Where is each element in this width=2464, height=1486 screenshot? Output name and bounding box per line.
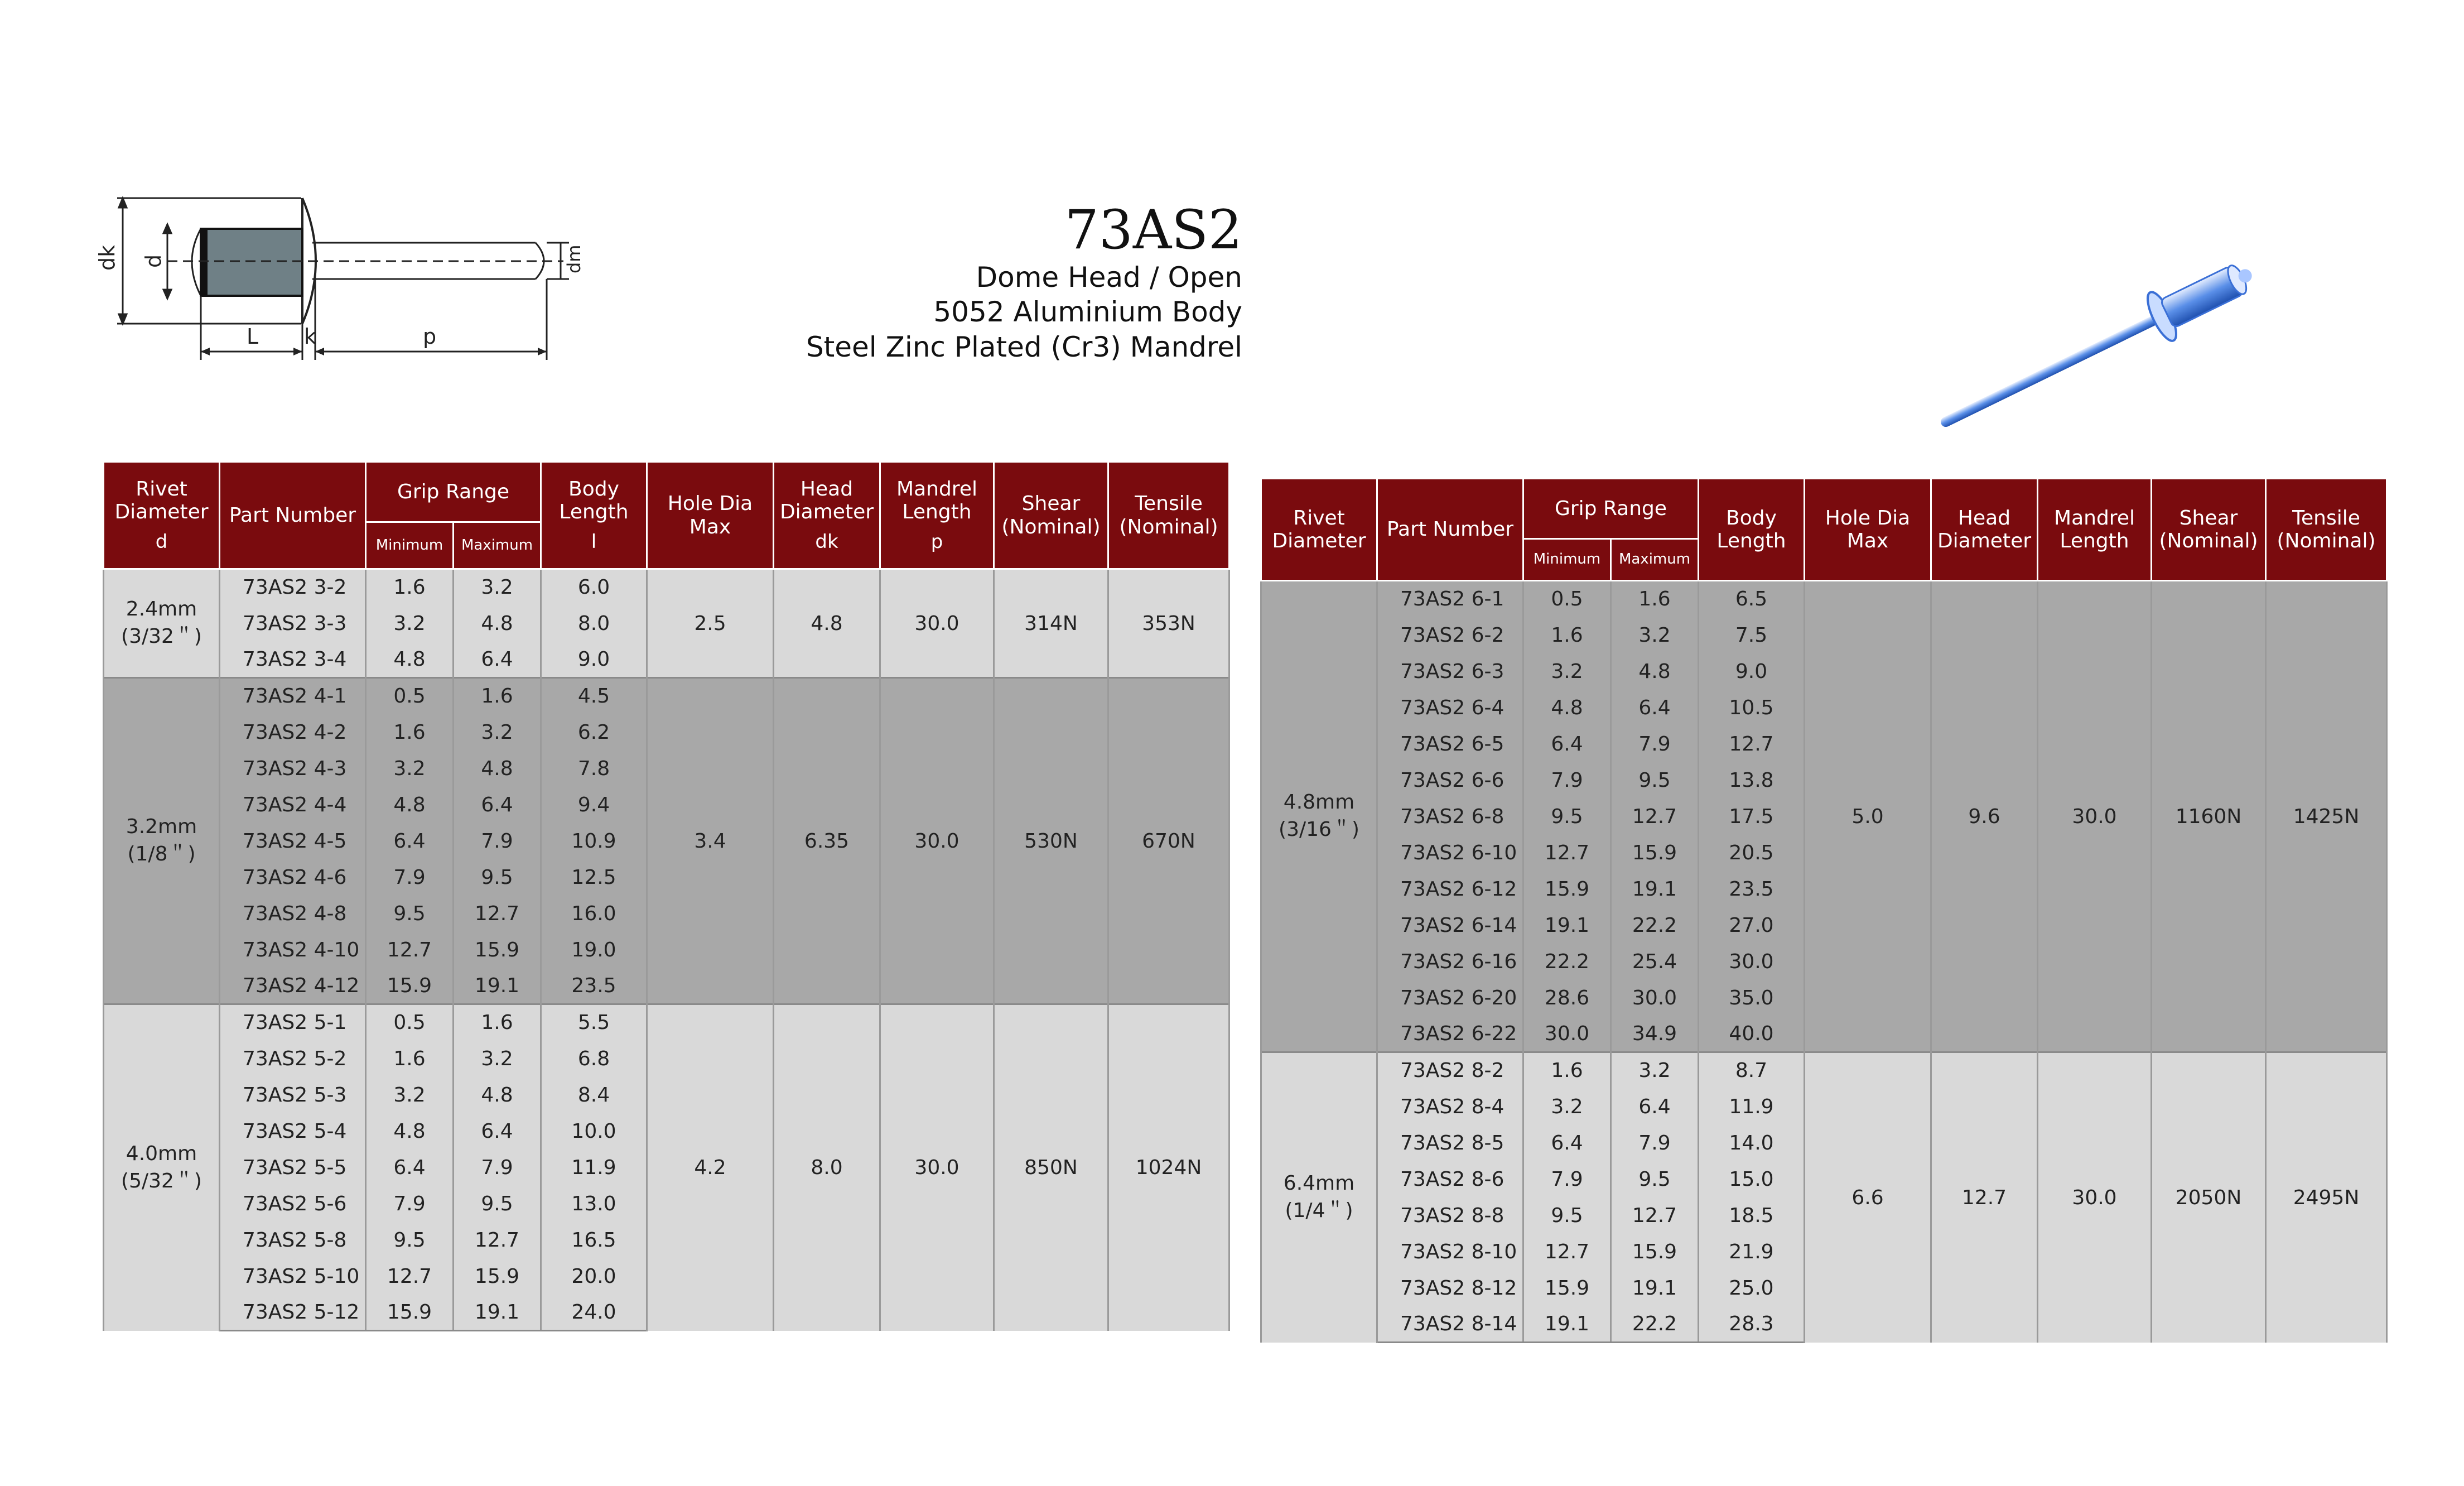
grip-min-cell: 0.5: [366, 1004, 454, 1041]
header-body-length: Body Length l: [541, 462, 647, 569]
header-head-diameter: Head Diameter: [1931, 479, 2038, 581]
grip-max-cell: 9.5: [1611, 762, 1699, 799]
rivet-diameter-mm: 4.0mm: [126, 1142, 197, 1165]
part-number-cell: 73AS2 4-10: [220, 932, 366, 968]
part-number-cell: 73AS2 4-1: [220, 678, 366, 714]
shear-cell: 850N: [994, 1004, 1108, 1331]
grip-min-cell: 12.7: [366, 932, 454, 968]
tensile-cell: 2495N: [2266, 1052, 2387, 1343]
grip-min-cell: 7.9: [366, 859, 454, 896]
header-grip-range: Grip Range: [366, 462, 541, 522]
body-length-cell: 4.5: [541, 678, 647, 714]
part-number-cell: 73AS2 8-2: [1377, 1052, 1523, 1089]
header-mandrel-length: Mandrel Length: [2038, 479, 2152, 581]
header-tensile: Tensile (Nominal): [2266, 479, 2387, 581]
grip-max-cell: 6.4: [454, 787, 541, 823]
grip-max-cell: 4.8: [454, 605, 541, 642]
part-number-cell: 73AS2 5-6: [220, 1186, 366, 1222]
grip-min-cell: 3.2: [366, 1077, 454, 1113]
rivet-diameter-cell: [1261, 581, 1377, 1052]
body-length-cell: 24.0: [541, 1295, 647, 1331]
grip-max-cell: 19.1: [454, 968, 541, 1004]
shear-cell: 314N: [994, 569, 1108, 678]
body-length-cell: 9.4: [541, 787, 647, 823]
grip-min-cell: 3.2: [1523, 1089, 1611, 1125]
header-tensile: Tensile (Nominal): [1108, 462, 1229, 569]
header-grip-max: Maximum: [454, 522, 541, 569]
grip-max-cell: 15.9: [1611, 1234, 1699, 1270]
grip-min-cell: 15.9: [1523, 871, 1611, 907]
grip-max-cell: 3.2: [1611, 617, 1699, 653]
body-length-cell: 10.5: [1699, 690, 1805, 726]
part-number-cell: 73AS2 8-12: [1377, 1270, 1523, 1306]
grip-max-cell: 7.9: [1611, 1125, 1699, 1161]
part-number-cell: 73AS2 5-8: [220, 1222, 366, 1258]
table-row: [1261, 581, 2387, 617]
rivet-diameter-inch: (1/8＂): [127, 843, 196, 865]
hole-dia-cell: 3.4: [647, 678, 774, 1004]
rivet-product-image: [1919, 234, 2309, 446]
grip-min-cell: 4.8: [366, 1113, 454, 1150]
body-length-cell: 10.9: [541, 823, 647, 859]
part-number-cell: 73AS2 6-12: [1377, 871, 1523, 907]
body-length-cell: 28.3: [1699, 1306, 1805, 1343]
body-length-cell: 5.5: [541, 1004, 647, 1041]
grip-max-cell: 15.9: [454, 932, 541, 968]
header-grip-range: Grip Range: [1523, 479, 1699, 539]
grip-max-cell: 19.1: [1611, 871, 1699, 907]
part-number-cell: 73AS2 4-6: [220, 859, 366, 896]
rivet-diameter-cell: [104, 678, 220, 1004]
label-l: L: [247, 324, 259, 349]
table-row: [104, 1004, 1229, 1041]
rivet-diameter-mm: 2.4mm: [126, 598, 197, 621]
rivet-diameter-mm: 4.8mm: [1283, 791, 1355, 814]
body-length-cell: 6.5: [1699, 581, 1805, 617]
body-length-cell: 20.0: [541, 1258, 647, 1295]
rivet-dimension-diagram: [89, 190, 591, 374]
body-length-cell: 12.5: [541, 859, 647, 896]
body-length-cell: 20.5: [1699, 835, 1805, 871]
grip-max-cell: 1.6: [454, 1004, 541, 1041]
body-length-cell: 35.0: [1699, 980, 1805, 1016]
product-code: 73AS2: [1064, 199, 1242, 261]
part-number-cell: 73AS2 8-6: [1377, 1161, 1523, 1198]
grip-max-cell: 9.5: [454, 859, 541, 896]
header-shear: Shear (Nominal): [2152, 479, 2266, 581]
part-number-cell: 73AS2 3-3: [220, 605, 366, 642]
grip-min-cell: 22.2: [1523, 944, 1611, 980]
grip-max-cell: 19.1: [454, 1295, 541, 1331]
part-number-cell: 73AS2 5-12: [220, 1295, 366, 1331]
grip-max-cell: 3.2: [454, 569, 541, 605]
head-diameter-cell: 4.8: [774, 569, 880, 678]
tensile-cell: 670N: [1108, 678, 1229, 1004]
grip-min-cell: 1.6: [1523, 1052, 1611, 1089]
part-number-cell: 73AS2 8-8: [1377, 1198, 1523, 1234]
grip-min-cell: 9.5: [1523, 799, 1611, 835]
hole-dia-cell: 6.6: [1805, 1052, 1931, 1343]
grip-min-cell: 9.5: [366, 1222, 454, 1258]
grip-max-cell: 19.1: [1611, 1270, 1699, 1306]
rivet-diameter-cell: [104, 1004, 220, 1331]
body-length-cell: 16.5: [541, 1222, 647, 1258]
rivet-diameter-inch: (3/16＂): [1279, 818, 1359, 841]
part-number-cell: 73AS2 8-4: [1377, 1089, 1523, 1125]
mandrel-length-cell: 30.0: [2038, 1052, 2152, 1343]
grip-max-cell: 22.2: [1611, 907, 1699, 944]
rivet-diameter-inch: (5/32＂): [121, 1169, 202, 1192]
body-length-cell: 18.5: [1699, 1198, 1805, 1234]
rivet-diameter-cell: [1261, 1052, 1377, 1343]
body-length-cell: 12.7: [1699, 726, 1805, 762]
header-grip-min: Minimum: [1523, 539, 1611, 581]
body-length-cell: 8.7: [1699, 1052, 1805, 1089]
rivet-diameter-inch: (3/32＂): [121, 625, 202, 648]
header-hole-dia: Hole Dia Max: [647, 462, 774, 569]
rivet-diameter-mm: 6.4mm: [1283, 1172, 1355, 1195]
shear-cell: 1160N: [2152, 581, 2266, 1052]
body-length-cell: 27.0: [1699, 907, 1805, 944]
grip-max-cell: 7.9: [454, 823, 541, 859]
rivet-diameter-cell: [104, 569, 220, 678]
grip-min-cell: 4.8: [366, 787, 454, 823]
grip-min-cell: 6.4: [366, 1150, 454, 1186]
label-dm: dm: [563, 244, 585, 273]
grip-min-cell: 15.9: [366, 1295, 454, 1331]
grip-min-cell: 1.6: [366, 1041, 454, 1077]
body-length-cell: 11.9: [541, 1150, 647, 1186]
grip-max-cell: 34.9: [1611, 1016, 1699, 1052]
hole-dia-cell: 4.2: [647, 1004, 774, 1331]
grip-max-cell: 25.4: [1611, 944, 1699, 980]
grip-min-cell: 4.8: [366, 642, 454, 678]
grip-min-cell: 3.2: [366, 751, 454, 787]
part-number-cell: 73AS2 6-22: [1377, 1016, 1523, 1052]
grip-max-cell: 7.9: [454, 1150, 541, 1186]
part-number-cell: 73AS2 3-4: [220, 642, 366, 678]
grip-max-cell: 1.6: [1611, 581, 1699, 617]
header-part-number: Part Number: [1377, 479, 1523, 581]
grip-max-cell: 3.2: [1611, 1052, 1699, 1089]
grip-max-cell: 6.4: [1611, 690, 1699, 726]
body-length-cell: 6.8: [541, 1041, 647, 1077]
part-number-cell: 73AS2 5-3: [220, 1077, 366, 1113]
body-length-cell: 7.5: [1699, 617, 1805, 653]
header-rivet-diameter: Rivet Diameter: [1261, 479, 1377, 581]
grip-max-cell: 12.7: [454, 896, 541, 932]
part-number-cell: 73AS2 4-2: [220, 714, 366, 751]
table-row: [104, 678, 1229, 714]
grip-min-cell: 19.1: [1523, 907, 1611, 944]
part-number-cell: 73AS2 4-5: [220, 823, 366, 859]
header-body-length: Body Length: [1699, 479, 1805, 581]
grip-max-cell: 6.4: [454, 642, 541, 678]
grip-min-cell: 1.6: [366, 569, 454, 605]
body-length-cell: 40.0: [1699, 1016, 1805, 1052]
part-number-cell: 73AS2 8-14: [1377, 1306, 1523, 1343]
body-length-cell: 9.0: [1699, 653, 1805, 690]
body-length-cell: 11.9: [1699, 1089, 1805, 1125]
grip-max-cell: 12.7: [1611, 1198, 1699, 1234]
grip-min-cell: 1.6: [366, 714, 454, 751]
grip-min-cell: 12.7: [366, 1258, 454, 1295]
grip-min-cell: 19.1: [1523, 1306, 1611, 1343]
grip-max-cell: 22.2: [1611, 1306, 1699, 1343]
mandrel-length-cell: 30.0: [880, 1004, 994, 1331]
tensile-cell: 353N: [1108, 569, 1229, 678]
grip-min-cell: 4.8: [1523, 690, 1611, 726]
body-length-cell: 13.0: [541, 1186, 647, 1222]
header-grip-min: Minimum: [366, 522, 454, 569]
header-head-diameter: Head Diameter dk: [774, 462, 880, 569]
part-number-cell: 73AS2 5-4: [220, 1113, 366, 1150]
part-number-cell: 73AS2 5-1: [220, 1004, 366, 1041]
head-diameter-cell: 12.7: [1931, 1052, 2038, 1343]
tensile-cell: 1024N: [1108, 1004, 1229, 1331]
label-p: p: [423, 324, 437, 349]
hole-dia-cell: 5.0: [1805, 581, 1931, 1052]
tensile-cell: 1425N: [2266, 581, 2387, 1052]
mandrel-length-cell: 30.0: [880, 569, 994, 678]
grip-max-cell: 15.9: [1611, 835, 1699, 871]
table-row: [1261, 1052, 2387, 1089]
grip-min-cell: 30.0: [1523, 1016, 1611, 1052]
part-number-cell: 73AS2 8-5: [1377, 1125, 1523, 1161]
grip-min-cell: 0.5: [366, 678, 454, 714]
header-rivet-diameter: Rivet Diameter d: [104, 462, 220, 569]
body-length-cell: 8.0: [541, 605, 647, 642]
mandrel-length-cell: 30.0: [2038, 581, 2152, 1052]
grip-min-cell: 15.9: [1523, 1270, 1611, 1306]
part-number-cell: 73AS2 5-2: [220, 1041, 366, 1077]
head-diameter-cell: 9.6: [1931, 581, 2038, 1052]
body-length-cell: 16.0: [541, 896, 647, 932]
part-number-cell: 73AS2 5-5: [220, 1150, 366, 1186]
rivet-diameter-inch: (1/4＂): [1285, 1199, 1353, 1223]
grip-max-cell: 12.7: [454, 1222, 541, 1258]
part-number-cell: 73AS2 3-2: [220, 569, 366, 605]
shear-cell: 2050N: [2152, 1052, 2266, 1343]
part-number-cell: 73AS2 6-6: [1377, 762, 1523, 799]
grip-min-cell: 6.4: [1523, 1125, 1611, 1161]
body-length-cell: 6.0: [541, 569, 647, 605]
part-number-cell: 73AS2 6-5: [1377, 726, 1523, 762]
body-length-cell: 21.9: [1699, 1234, 1805, 1270]
body-length-cell: 17.5: [1699, 799, 1805, 835]
part-number-cell: 73AS2 4-3: [220, 751, 366, 787]
product-line-1: Dome Head / Open: [976, 261, 1242, 294]
body-length-cell: 6.2: [541, 714, 647, 751]
grip-min-cell: 6.4: [366, 823, 454, 859]
grip-max-cell: 9.5: [1611, 1161, 1699, 1198]
body-length-cell: 25.0: [1699, 1270, 1805, 1306]
grip-max-cell: 9.5: [454, 1186, 541, 1222]
body-length-cell: 9.0: [541, 642, 647, 678]
grip-min-cell: 7.9: [1523, 1161, 1611, 1198]
grip-max-cell: 7.9: [1611, 726, 1699, 762]
title-block: [806, 201, 1242, 364]
label-dk: dk: [95, 244, 119, 271]
grip-min-cell: 3.2: [1523, 653, 1611, 690]
head-diameter-cell: 8.0: [774, 1004, 880, 1331]
rivet-diameter-mm: 3.2mm: [126, 815, 197, 838]
part-number-cell: 73AS2 6-2: [1377, 617, 1523, 653]
grip-max-cell: 6.4: [454, 1113, 541, 1150]
table-row: [104, 569, 1229, 605]
header-grip-max: Maximum: [1611, 539, 1699, 581]
part-number-cell: 73AS2 6-14: [1377, 907, 1523, 944]
grip-max-cell: 4.8: [454, 1077, 541, 1113]
body-length-cell: 30.0: [1699, 944, 1805, 980]
grip-min-cell: 12.7: [1523, 835, 1611, 871]
part-number-cell: 73AS2 4-4: [220, 787, 366, 823]
body-length-cell: 14.0: [1699, 1125, 1805, 1161]
grip-min-cell: 28.6: [1523, 980, 1611, 1016]
grip-min-cell: 7.9: [1523, 762, 1611, 799]
part-number-cell: 73AS2 6-8: [1377, 799, 1523, 835]
grip-max-cell: 6.4: [1611, 1089, 1699, 1125]
grip-min-cell: 3.2: [366, 605, 454, 642]
header-part-number: Part Number: [220, 462, 366, 569]
part-number-cell: 73AS2 6-1: [1377, 581, 1523, 617]
part-number-cell: 73AS2 4-8: [220, 896, 366, 932]
body-length-cell: 15.0: [1699, 1161, 1805, 1198]
part-number-cell: 73AS2 6-3: [1377, 653, 1523, 690]
part-number-cell: 73AS2 5-10: [220, 1258, 366, 1295]
header-hole-dia: Hole Dia Max: [1805, 479, 1931, 581]
product-line-2: 5052 Aluminium Body: [933, 296, 1242, 329]
grip-max-cell: 15.9: [454, 1258, 541, 1295]
body-length-cell: 7.8: [541, 751, 647, 787]
grip-max-cell: 12.7: [1611, 799, 1699, 835]
part-number-cell: 73AS2 6-4: [1377, 690, 1523, 726]
part-number-cell: 73AS2 6-16: [1377, 944, 1523, 980]
spec-table-right: [1260, 478, 2388, 1343]
grip-max-cell: 30.0: [1611, 980, 1699, 1016]
grip-min-cell: 1.6: [1523, 617, 1611, 653]
grip-max-cell: 4.8: [454, 751, 541, 787]
grip-min-cell: 6.4: [1523, 726, 1611, 762]
part-number-cell: 73AS2 4-12: [220, 968, 366, 1004]
head-diameter-cell: 6.35: [774, 678, 880, 1004]
grip-min-cell: 12.7: [1523, 1234, 1611, 1270]
part-number-cell: 73AS2 6-20: [1377, 980, 1523, 1016]
grip-max-cell: 3.2: [454, 1041, 541, 1077]
grip-min-cell: 7.9: [366, 1186, 454, 1222]
grip-min-cell: 15.9: [366, 968, 454, 1004]
grip-max-cell: 3.2: [454, 714, 541, 751]
body-length-cell: 10.0: [541, 1113, 647, 1150]
hole-dia-cell: 2.5: [647, 569, 774, 678]
body-length-cell: 23.5: [1699, 871, 1805, 907]
grip-max-cell: 4.8: [1611, 653, 1699, 690]
body-length-cell: 8.4: [541, 1077, 647, 1113]
part-number-cell: 73AS2 6-10: [1377, 835, 1523, 871]
grip-min-cell: 9.5: [1523, 1198, 1611, 1234]
part-number-cell: 73AS2 8-10: [1377, 1234, 1523, 1270]
header-mandrel-length: Mandrel Length p: [880, 462, 994, 569]
label-d: d: [141, 254, 166, 268]
product-line-3: Steel Zinc Plated (Cr3) Mandrel: [806, 330, 1242, 363]
label-k: k: [304, 324, 317, 349]
spec-table-left: [103, 461, 1230, 1331]
body-length-cell: 13.8: [1699, 762, 1805, 799]
body-length-cell: 19.0: [541, 932, 647, 968]
grip-min-cell: 0.5: [1523, 581, 1611, 617]
grip-min-cell: 9.5: [366, 896, 454, 932]
body-length-cell: 23.5: [541, 968, 647, 1004]
shear-cell: 530N: [994, 678, 1108, 1004]
mandrel-length-cell: 30.0: [880, 678, 994, 1004]
header-shear: Shear (Nominal): [994, 462, 1108, 569]
grip-max-cell: 1.6: [454, 678, 541, 714]
